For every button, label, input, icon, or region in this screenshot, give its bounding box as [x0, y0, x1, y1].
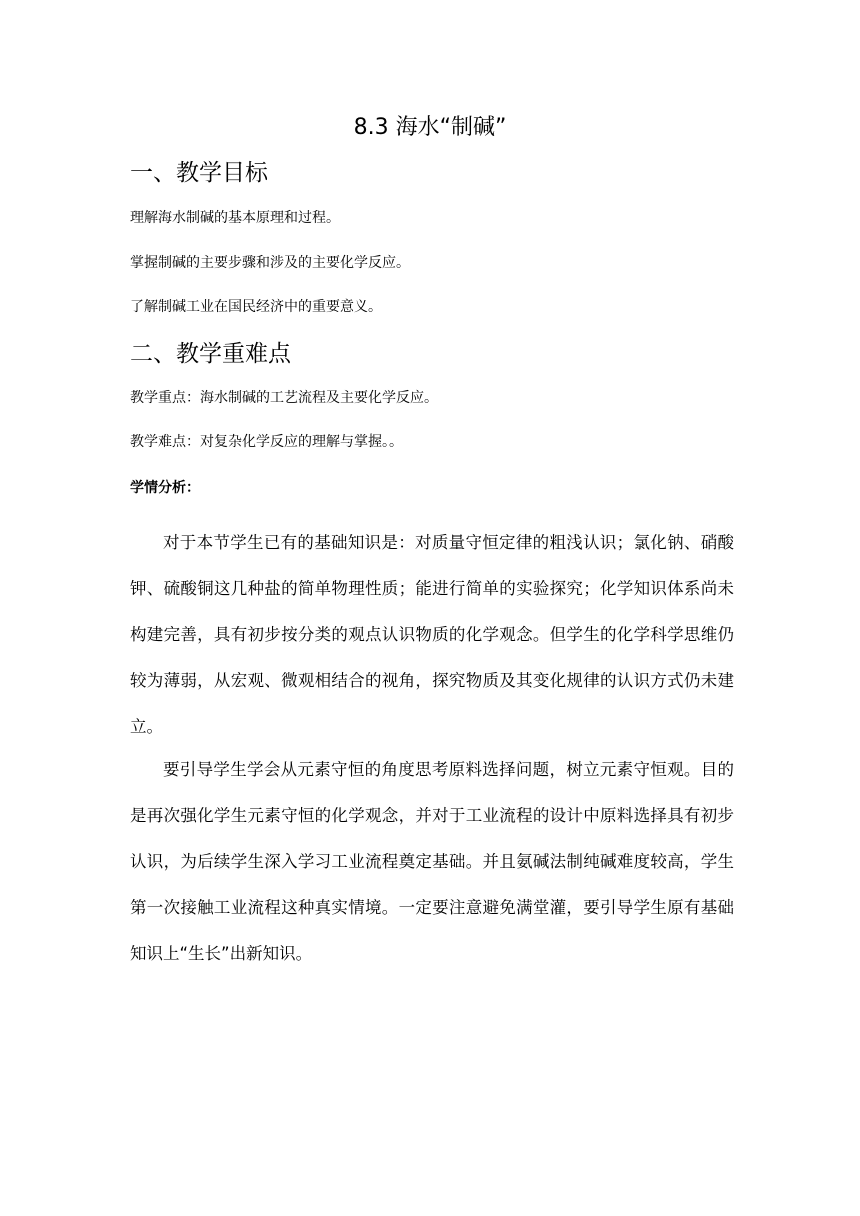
- goal-item-2: 掌握制碱的主要步骤和涉及的主要化学反应。: [130, 255, 410, 271]
- section-heading-teaching-goals: 一、教学目标: [130, 160, 268, 186]
- page-title: 8.3 海水“制碱”: [353, 115, 507, 140]
- analysis-label: 学情分析：: [130, 480, 200, 496]
- difficult-point-text: 教学难点：对复杂化学反应的理解与掌握。。: [130, 434, 403, 450]
- analysis-paragraph-1: 对于本节学生已有的基础知识是：对质量守恒定律的粗浅认识；氯化钠、硝酸钾、硫酸铜这几种盐的简单物理性质；能进行简单的实验探究；化学知识体系尚未构建完善，具有初步按分类的观点认识物质的化学观念。但学生的化学科学思维仍较为薄弱，从宏观、微观相结合的视角，探究物质及其变化规律的认识方式仍未建立。: [130, 533, 734, 736]
- goal-item-1: 理解海水制碱的基本原理和过程。: [130, 210, 340, 226]
- key-point-text: 教学重点：海水制碱的工艺流程及主要化学反应。: [130, 390, 438, 406]
- goal-item-3: 了解制碱工业在国民经济中的重要意义。: [130, 299, 382, 315]
- analysis-paragraph-2: 要引导学生学会从元素守恒的角度思考原料选择问题，树立元素守恒观。目的是再次强化学生元素守恒的化学观念，并对于工业流程的设计中原料选择具有初步认识，为后续学生深入学习工业流程奠定基础。并且氨碱法制纯碱难度较高，学生第一次接触工业流程这种真实情境。一定要注意避免满堂灌，要引导学生原有基础知识上“生长”出新知识。: [130, 760, 734, 963]
- section-heading-key-difficult-points: 二、教学重难点: [130, 341, 291, 367]
